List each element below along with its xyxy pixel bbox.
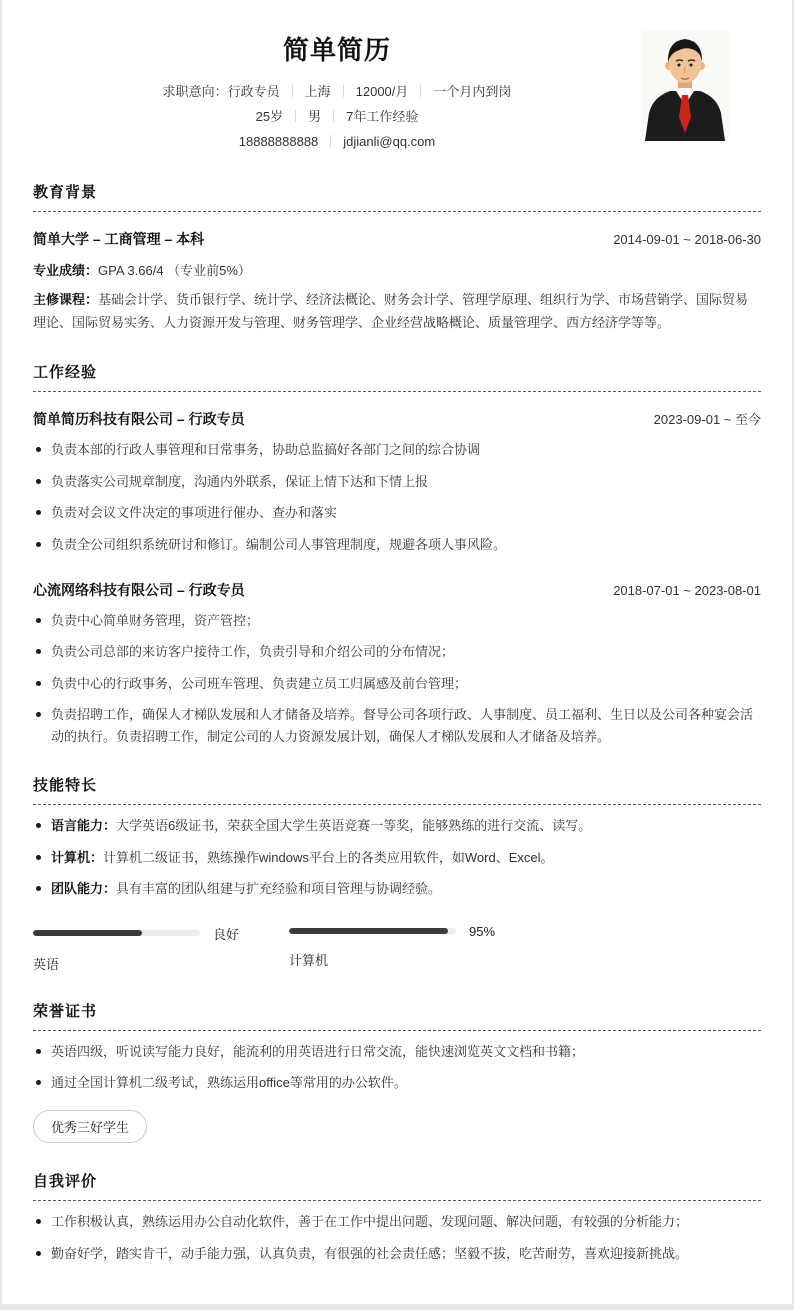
- education-date-range: 2014-09-01 ~ 2018-06-30: [613, 232, 761, 247]
- skill-label: 计算机：: [51, 849, 104, 865]
- gender: 男: [308, 109, 322, 124]
- skill-bar-english: [33, 924, 239, 973]
- skill-text: 具有丰富的团队组建与扩充经验和项目管理与协调经验。: [116, 881, 442, 897]
- gpa-value: GPA 3.66/4 （专业前5%）: [98, 263, 251, 278]
- phone-number: 18888888888: [238, 134, 319, 149]
- skill-label: 团队能力：: [51, 881, 117, 897]
- skill-item: [33, 878, 761, 899]
- gpa-line: [33, 260, 761, 283]
- honors-bullet-list: [33, 1041, 761, 1094]
- section-heading-honors: 荣誉证书: [33, 1000, 761, 1031]
- job-entry-head: [33, 580, 761, 600]
- skill-item: [33, 847, 761, 868]
- self-eval-bullet: 勤奋好学，踏实肯干，动手能力强，认真负责，有很强的社会责任感；坚毅不拔，吃苦耐劳，喜欢迎接新挑战。: [33, 1243, 761, 1264]
- self-eval-bullet: 工作积极认真，熟练运用办公自动化软件，善于在工作中提出问题、发现问题、解决问题，有较强的分析能力；: [33, 1211, 761, 1232]
- job-bullet-list: [33, 439, 761, 555]
- skills-bullet-list: [33, 815, 761, 899]
- page-title: 简单简历: [282, 35, 391, 65]
- section-education: [33, 181, 761, 334]
- divider: [420, 85, 421, 97]
- intent-city: 上海: [304, 84, 331, 99]
- bar-level-label: 良好: [213, 926, 240, 942]
- progress-track: [289, 928, 456, 934]
- section-heading-work: 工作经验: [33, 361, 761, 392]
- company-name: 心流网络科技有限公司 – 行政专员: [33, 582, 245, 598]
- resume-header: [33, 26, 761, 154]
- honor-bullet: 英语四级，听说读写能力良好，能流利的用英语进行日常交流，能快速浏览英文文档和书籍；: [33, 1041, 761, 1062]
- job-bullet: 负责本部的行政人事管理和日常事务，协助总监搞好各部门之间的综合协调: [33, 439, 761, 460]
- skill-item: [33, 815, 761, 836]
- resume-page: [2, 0, 792, 1304]
- job-entry-head: [33, 409, 761, 429]
- skill-text: 大学英语6级证书，荣获全国大学生英语竞赛一等奖，能够熟练的进行交流、读写。: [116, 818, 592, 834]
- skill-bar-computer: [289, 924, 495, 973]
- skill-label: 语言能力：: [51, 818, 117, 834]
- school-name: 简单大学 – 工商管理 – 本科: [33, 231, 205, 247]
- progress-fill: [289, 928, 448, 934]
- job-bullet: 负责招聘工作，确保人才梯队发展和人才储备及培养。督导公司各项行政、人事制度、员工福利、生日以及公司各种宴会活动的执行。负责招聘工作，制定公司的人力资源发展计划，确保人才梯队发展和人才储备及培养。: [33, 704, 761, 747]
- divider: [292, 85, 293, 97]
- header-text-block: [33, 26, 641, 154]
- job-bullet: 负责全公司组织系统研讨和修订。编制公司人事管理制度，规避各项人事风险。: [33, 534, 761, 555]
- section-self-evaluation: [33, 1170, 761, 1264]
- progress-fill: [33, 930, 142, 936]
- age: 25岁: [255, 109, 284, 124]
- section-skills: [33, 774, 761, 972]
- job-bullet-list: [33, 610, 761, 747]
- divider: [343, 85, 344, 97]
- skill-text: 计算机二级证书，熟练操作windows平台上的各类应用软件，如Word、Excel。: [103, 849, 554, 865]
- experience-years: 7年工作经验: [346, 109, 419, 124]
- skill-bars: [33, 924, 761, 973]
- job-date-range: 2023-09-01 ~ 至今: [653, 412, 761, 428]
- profile-photo: [641, 31, 729, 141]
- honor-bullet: 通过全国计算机二级考试，熟练运用office等常用的办公软件。: [33, 1072, 761, 1093]
- section-heading-skills: 技能特长: [33, 774, 761, 805]
- company-name: 简单简历科技有限公司 – 行政专员: [33, 411, 245, 428]
- bar-skill-name: 计算机: [289, 952, 329, 968]
- intent-availability: 一个月内到岗: [433, 84, 512, 99]
- honor-tag: 优秀三好学生: [33, 1110, 147, 1143]
- courses-value: 基础会计学、货币银行学、统计学、经济法概论、财务会计学、管理学原理、组织行为学、市场营销学、国际贸易理论、国际贸易实务、人力资源开发与管理、财务管理学、企业经营战略概论、质量管理学、西方经济学等等。: [33, 291, 749, 330]
- intent-salary: 12000/月: [355, 84, 409, 99]
- email-address: jdjianli@qq.com: [343, 134, 436, 149]
- bar-level-label: 95%: [469, 923, 496, 939]
- job-bullet: 负责公司总部的来访客户接待工作，负责引导和介绍公司的分布情况；: [33, 641, 761, 662]
- section-heading-self-evaluation: 自我评价: [33, 1170, 761, 1201]
- divider: [333, 110, 334, 122]
- progress-track: [33, 930, 200, 936]
- job-date-range: 2018-07-01 ~ 2023-08-01: [613, 583, 761, 598]
- section-heading-education: 教育背景: [33, 181, 761, 212]
- courses-line: [33, 289, 761, 335]
- personal-info-row: [33, 104, 641, 129]
- section-honors: [33, 1000, 761, 1144]
- gpa-label: 专业成绩：: [33, 263, 99, 278]
- job-bullet: 负责中心简单财务管理，资产管控；: [33, 610, 761, 631]
- avatar-illustration: [641, 31, 729, 141]
- intent-position: 行政专员: [227, 84, 280, 99]
- job-bullet: 负责落实公司规章制度，沟通内外联系，保证上情下达和下情上报: [33, 471, 761, 492]
- section-work: [33, 361, 761, 747]
- job-intent-row: [33, 79, 641, 104]
- divider: [295, 110, 296, 122]
- contact-row: [33, 129, 641, 154]
- divider: [330, 135, 331, 147]
- bar-row: [289, 924, 495, 939]
- job-bullet: 负责中心的行政事务，公司班车管理、负责建立员工归属感及前台管理；: [33, 673, 761, 694]
- job-bullet: 负责对会议文件决定的事项进行催办、查办和落实: [33, 502, 761, 523]
- bar-row: [33, 924, 239, 943]
- bar-skill-name: 英语: [33, 956, 60, 972]
- courses-label: 主修课程：: [33, 291, 99, 307]
- self-eval-bullet-list: [33, 1211, 761, 1264]
- education-entry-head: [33, 229, 761, 249]
- intent-label: 求职意向：: [162, 84, 228, 99]
